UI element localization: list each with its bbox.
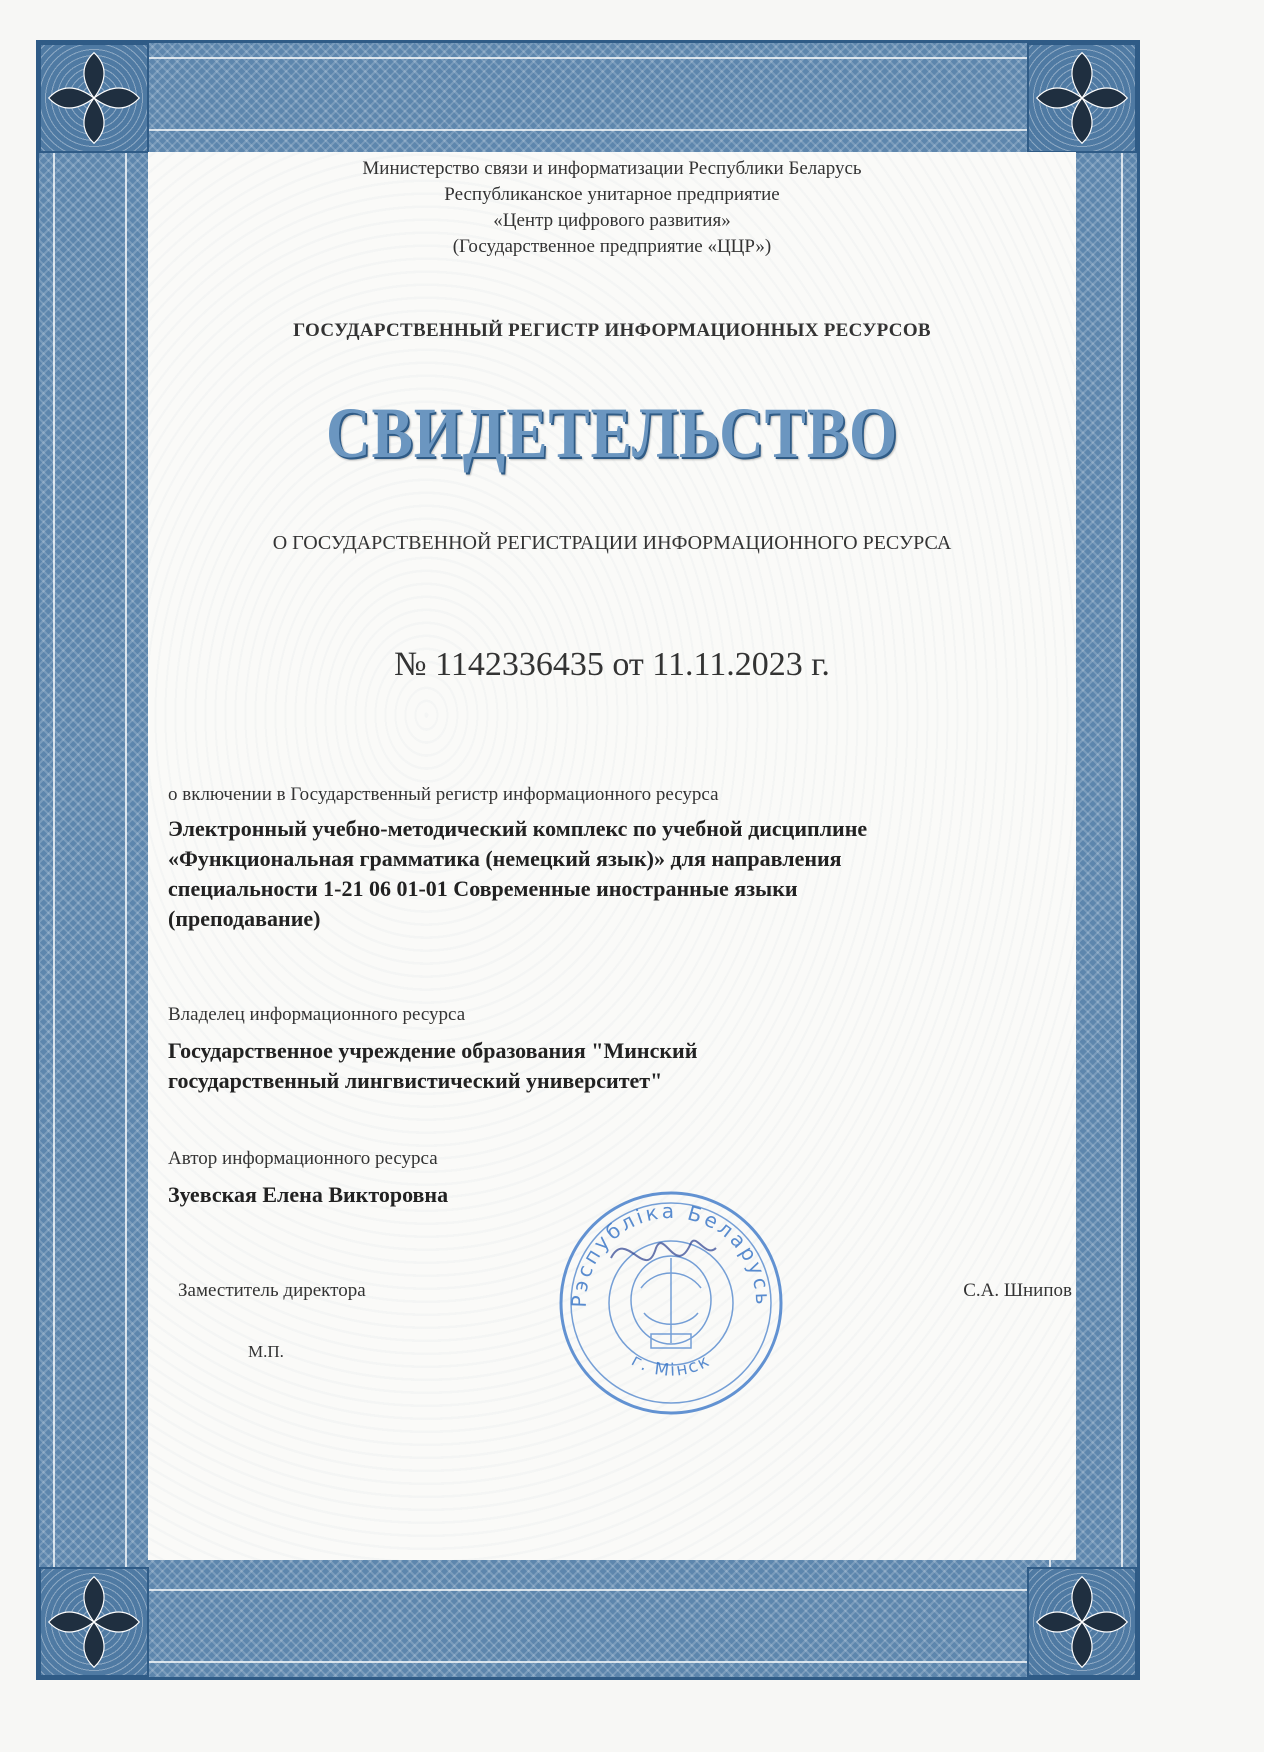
- owner-label: Владелец информационного ресурса: [168, 1004, 466, 1025]
- svg-text:г. Мінск: [628, 1351, 714, 1381]
- document-subtitle: О ГОСУДАРСТВЕННОЙ РЕГИСТРАЦИИ ИНФОРМАЦИОННОГО РЕСУРСА: [272, 532, 952, 554]
- owner-name-line: Государственное учреждение образования "Минский: [168, 1038, 698, 1063]
- enterprise-type: Республиканское унитарное предприятие: [444, 184, 780, 205]
- ministry-name: Министерство связи и информатизации Республики Беларусь: [362, 158, 862, 179]
- owner-name-line: государственный лингвистический университет": [168, 1068, 663, 1093]
- inclusion-label: о включении в Государственный регистр информационного ресурса: [168, 784, 719, 805]
- resource-name: [168, 814, 1048, 934]
- corner-ornament-top-right: [1027, 43, 1137, 153]
- certificate-number: № 1142336435 от 11.11.2023 г.: [394, 646, 830, 683]
- corner-ornament-bottom-left: [39, 1567, 149, 1677]
- register-title: ГОСУДАРСТВЕННЫЙ РЕГИСТР ИНФОРМАЦИОННЫХ РЕСУРСОВ: [293, 320, 931, 341]
- corner-ornament-bottom-right: [1027, 1567, 1137, 1677]
- signatory-title: Заместитель директора: [178, 1280, 366, 1301]
- document-title: СВИДЕТЕЛЬСТВО: [325, 393, 899, 473]
- corner-ornament-top-left: [39, 43, 149, 153]
- coat-of-arms-icon: [631, 1256, 711, 1348]
- owner-name: [168, 1036, 1048, 1096]
- enterprise-name: «Центр цифрового развития»: [493, 210, 731, 231]
- stamp-city-text: г. Мінск: [627, 1350, 715, 1382]
- signatory-name: С.А. Шнипов: [963, 1280, 1072, 1301]
- resource-name-line: (преподавание): [168, 906, 321, 931]
- resource-name-line: Электронный учебно-методический комплекс по учебной дисциплине: [168, 816, 868, 841]
- resource-name-line: специальности 1-21 06 01-01 Современные иностранные языки: [168, 876, 798, 901]
- seal-place-mark: М.П.: [248, 1342, 284, 1361]
- certificate-paper: [148, 152, 1076, 1560]
- official-stamp: [556, 1188, 786, 1418]
- resource-name-line: «Функциональная грамматика (немецкий язык)» для направления: [168, 846, 842, 871]
- author-label: Автор информационного ресурса: [168, 1148, 438, 1169]
- author-name: Зуевская Елена Викторовна: [168, 1182, 449, 1207]
- stamp-outer-text: Рэспубліка Беларусь: [566, 1198, 776, 1308]
- enterprise-short-name: (Государственное предприятие «ЦЦР»): [452, 236, 772, 257]
- issuer-header: [148, 156, 1076, 260]
